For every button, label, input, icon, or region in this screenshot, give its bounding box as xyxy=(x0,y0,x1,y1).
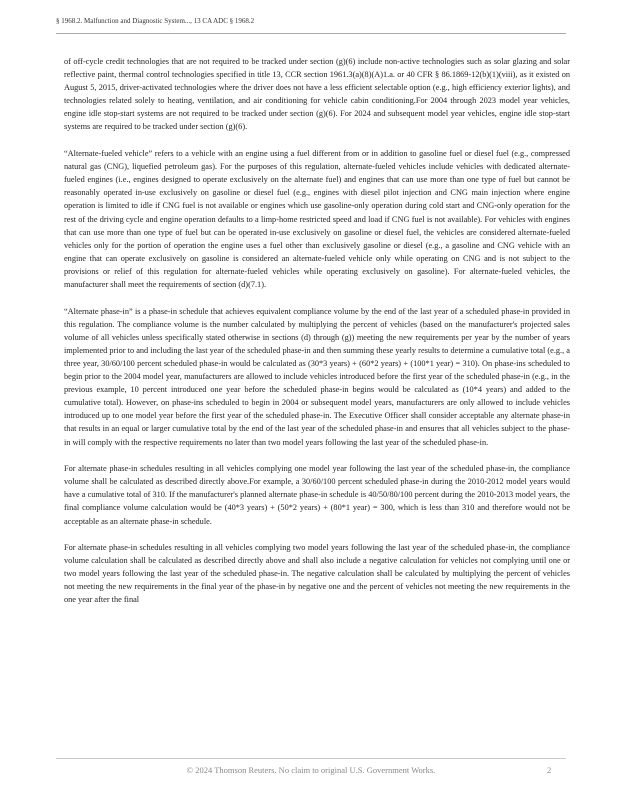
paragraph-alternate-fueled-vehicle: “Alternate-fueled vehicle” refers to a vehicle with an engine using a fuel different from or in addition to gasoline fuel or diesel fuel (e.g., compressed natural gas (CNG), liquefied petroleum gas). For the purposes of this regulation, alternate-fueled vehicles include vehicles with dedicated alternate-fueled engines (i.e., engines designed to operate exclusively on the alternate fuel) and engines that can use more than one type of fuel but cannot be reasonably operated in-use exclusively on gasoline or diesel fuel (e.g., engines with diesel pilot injection and CNG main injection where engine operation is limited to idle if CNG fuel is not available or engines which use gasoline-only operation during cold start and CNG-only operation for the rest of the driving cycle and engine operation defaults to a limp-home restricted speed and load if CNG fuel is not available). For vehicles with engines that can use more than one type of fuel but can be operated in-use exclusively on gasoline or diesel fuel, the vehicles are considered alternate-fueled vehicles only for the portion of operation the engine uses a fuel other than exclusively gasoline or diesel (e.g., a gasoline and CNG vehicle with an engine that can operate exclusively on gasoline is considered an alternate-fueled vehicle only while operating on CNG and is not subject to the provisions or relief of this regulation for alternate-fueled vehicles while operating exclusively on gasoline). For alternate-fueled vehicles, the manufacturer shall meet the requirements of section (d)(7.1). xyxy=(64,149,570,289)
paragraph-off-cycle-credit-continuation: of off-cycle credit technologies that are not required to be tracked under section (g)(6) include non-active technologies such as solar glazing and solar reflective paint, thermal control technologies specified in title 13, CCR section 1961.3(a)(8)(A)1.a. or 40 CFR § 86.1869-12(b)(1)(viii), as it existed on August 5, 2015, driver-activated technologies where the driver does not have a less efficient selectable option (e.g., high efficiency exterior lights), and technologies related solely to heating, ventilation, and air conditioning for vehicle cabin conditioning.For 2004 through 2023 model year vehicles, engine idle stop-start systems are not required to be tracked under section (g)(6). For 2024 and subsequent model year vehicles, engine idle stop-start systems are required to be tracked under section (g)(6). xyxy=(64,57,570,132)
paragraph-alternate-phase-in: “Alternate phase-in” is a phase-in schedule that achieves equivalent compliance volume by the end of the last year of a scheduled phase-in provided in this regulation. The compliance volume is the number calculated by multiplying the percent of vehicles (based on the manufacturer's projected sales volume of all vehicles unless specifically stated otherwise in sections (d) through (g)) meeting the new requirements per year by the number of years implemented prior to and including the last year of the scheduled phase-in and then summing these yearly results to determine a cumulative total (e.g., a three year, 30/60/100 percent scheduled phase-in would be calculated as (30*3 years) + (60*2 years) + (100*1 year) = 310). On phase-ins scheduled to begin prior to the 2004 model year, manufacturers are allowed to include vehicles introduced before the first year of the scheduled phase-in (e.g., in the previous example, 10 percent introduced one year before the scheduled phase-in begins would be calculated as (10*4 years) and added to the cumulative total). However, on phase-ins scheduled to begin in 2004 or subsequent model years, manufacturers are only allowed to include vehicles introduced up to one model year before the first year of the scheduled phase-in. The Executive Officer shall consider acceptable any alternate phase-in that results in an equal or larger cumulative total by the end of the last year of the scheduled phase-in and ensures that all vehicles subject to the phase-in will comply with the respective requirements no later than two model years following the last year of the scheduled phase-in. xyxy=(64,306,570,447)
paragraph-one-year-phase-in: For alternate phase-in schedules resulting in all vehicles complying one model year following the last year of the scheduled phase-in, the compliance volume shall be calculated as described directly above.For example, a 30/60/100 percent scheduled phase-in during the 2010-2012 model years would have a cumulative total of 310. If the manufacturer's planned alternate phase-in schedule is 40/50/80/100 percent during the 2010-2013 model years, the final compliance volume calculation would be (40*3 years) + (50*2 years) + (80*1 year) = 300, which is less than 310 and therefore would not be acceptable as an alternate phase-in schedule. xyxy=(64,464,570,526)
copyright-notice: © 2024 Thomson Reuters. No claim to original U.S. Government Works. xyxy=(186,765,436,775)
page-number: 2 xyxy=(547,765,552,775)
header-divider xyxy=(56,33,566,34)
footer-divider xyxy=(56,758,566,759)
running-header: § 1968.2. Malfunction and Diagnostic System..., 13 CA ADC § 1968.2 xyxy=(56,17,255,25)
paragraph-two-year-phase-in: For alternate phase-in schedules resulting in all vehicles complying two model years following the last year of the scheduled phase-in, the compliance volume calculation shall be calculated as described directly above and shall also include a negative calculation for vehicles not complying until one or two model years following the last year of the scheduled phase-in. The negative calculation shall be calculated by multiplying the percent of vehicles not meeting the new requirements in the final year of the phase-in by negative one and the percent of vehicles not meeting the new requirements in the one year after the final xyxy=(64,543,570,605)
document-body xyxy=(64,55,570,620)
